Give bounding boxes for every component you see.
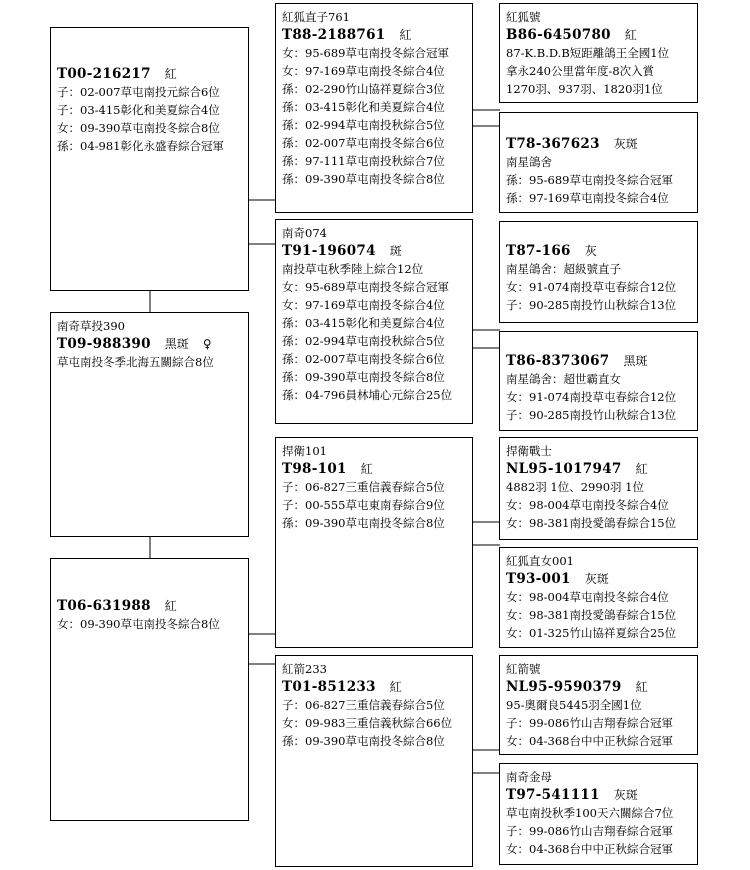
plumage-color: 黑斑 (164, 337, 189, 351)
plumage-color: 灰斑 (613, 137, 638, 151)
pigeon-card-ggp-7 (499, 655, 698, 755)
record-line: 女：09-390草屯南投冬綜合8位 (57, 121, 220, 135)
ring-number: T06-631988 (57, 598, 151, 614)
pigeon-card-subject (50, 312, 249, 537)
plumage-color: 灰斑 (613, 788, 638, 802)
record-line: 女：91-074南投草屯春綜合12位 (506, 390, 677, 404)
pigeon-card-dam (50, 558, 249, 821)
pigeon-card-ggp-1 (499, 3, 698, 103)
pigeon-name: 捍衛101 (282, 444, 327, 458)
record-line: 草屯南投秋季100天六關綜合7位 (506, 806, 674, 820)
ring-number: T97-541111 (506, 787, 600, 803)
record-line: 女：98-004草屯南投冬綜合4位 (506, 590, 669, 604)
plumage-color: 紅 (164, 67, 177, 81)
ring-number: T09-988390 (57, 336, 151, 352)
record-line: 女：98-381南投愛鴿春綜合15位 (506, 516, 677, 530)
record-line: 女：09-390草屯南投冬綜合8位 (57, 617, 220, 631)
ring-number: T00-216217 (57, 66, 151, 82)
plumage-color: 紅 (399, 28, 412, 42)
record-line: 女：97-169草屯南投冬綜合4位 (282, 64, 445, 78)
pigeon-card-ggp-3 (499, 221, 698, 323)
pigeon-card-dam-dam (275, 655, 473, 867)
plumage-color: 紅 (360, 462, 373, 476)
pigeon-card-ggp-5 (499, 437, 698, 540)
record-line: 孫：03-415彰化和美夏綜合4位 (282, 100, 445, 114)
record-line: 孫：09-390草屯南投冬綜合8位 (282, 516, 445, 530)
record-line: 草屯南投冬季北海五關綜合8位 (57, 355, 214, 369)
pigeon-card-sire (50, 27, 249, 291)
record-line: 87-K.B.D.B短距離鴿王全國1位 (506, 46, 670, 60)
record-line: 孫：03-415彰化和美夏綜合4位 (282, 316, 445, 330)
record-line: 子：06-827三重信義春綜合5位 (282, 698, 445, 712)
plumage-color: 黑斑 (623, 354, 648, 368)
ring-number: B86-6450780 (506, 27, 611, 43)
pigeon-name: 南奇草投390 (57, 319, 125, 333)
record-line: 孫：09-390草屯南投冬綜合8位 (282, 370, 445, 384)
record-line: 女：98-381南投愛鴿春綜合15位 (506, 608, 677, 622)
record-line: 子：90-285南投竹山秋綜合13位 (506, 408, 677, 422)
pigeon-card-ggp-2 (499, 112, 698, 213)
record-line: 子：99-086竹山吉翔春綜合冠軍 (506, 824, 673, 838)
pigeon-name: 捍衛戰士 (506, 444, 552, 458)
record-line: 子：03-415彰化和美夏綜合4位 (57, 103, 220, 117)
record-line: 孫：02-290竹山協祥夏綜合3位 (282, 82, 445, 96)
ring-number: T87-166 (506, 243, 571, 259)
record-line: 南投草屯秋季陸上綜合12位 (282, 262, 424, 276)
plumage-color: 紅 (624, 28, 637, 42)
ring-number: T01-851233 (282, 679, 376, 695)
pigeon-name: 南奇074 (282, 226, 327, 240)
pigeon-card-dam-sire (275, 437, 473, 648)
pigeon-name: 南奇金母 (506, 770, 552, 784)
record-line: 孫：97-111草屯南投秋綜合7位 (282, 154, 445, 168)
pigeon-name: 紅箭號 (506, 662, 541, 676)
record-line: 孫：09-390草屯南投冬綜合8位 (282, 172, 445, 186)
record-line: 孫：02-007草屯南投冬綜合6位 (282, 136, 445, 150)
record-line: 子：06-827三重信義春綜合5位 (282, 480, 445, 494)
plumage-color: 紅 (635, 462, 648, 476)
record-line: 女：95-689草屯南投冬綜合冠軍 (282, 46, 449, 60)
record-line: 女：95-689草屯南投冬綜合冠軍 (282, 280, 449, 294)
record-line: 孫：09-390草屯南投冬綜合8位 (282, 734, 445, 748)
ring-number: NL95-1017947 (506, 461, 622, 477)
plumage-color: 紅 (389, 680, 402, 694)
pigeon-name: 紅狐直子761 (282, 10, 350, 24)
ring-number: T88-2188761 (282, 27, 386, 43)
record-line: 女：91-074南投草屯春綜合12位 (506, 280, 677, 294)
record-line: 女：01-325竹山協祥夏綜合25位 (506, 626, 677, 640)
pigeon-card-sire-dam (275, 219, 473, 424)
record-line: 南星鴿舍：超世霸直女 (506, 372, 621, 386)
plumage-color: 灰斑 (584, 572, 609, 586)
record-line: 女：98-004草屯南投冬綜合4位 (506, 498, 669, 512)
record-line: 女：97-169草屯南投冬綜合4位 (282, 298, 445, 312)
record-line: 孫：95-689草屯南投冬綜合冠軍 (506, 173, 673, 187)
plumage-color: 紅 (635, 680, 648, 694)
record-line: 子：90-285南投竹山秋綜合13位 (506, 298, 677, 312)
record-line: 南星鴿舍 (506, 155, 552, 169)
ring-number: T98-101 (282, 461, 347, 477)
plumage-color: 紅 (164, 599, 177, 613)
pigeon-card-sire-sire (275, 3, 473, 213)
sex-symbol: ♀ (202, 337, 212, 351)
pigeon-name: 紅箭233 (282, 662, 327, 676)
record-line: 4882羽 1位、2990羽 1位 (506, 480, 644, 494)
record-line: 拿永240公里當年度-8次入賞 (506, 64, 655, 78)
ring-number: T78-367623 (506, 136, 600, 152)
record-line: 孫：04-796員林埔心元綜合25位 (282, 388, 453, 402)
record-line: 南星鴿舍：超級號直子 (506, 262, 621, 276)
record-line: 孫：97-169草屯南投冬綜合4位 (506, 191, 669, 205)
record-line: 孫：02-994草屯南投秋綜合5位 (282, 334, 445, 348)
record-line: 子：00-555草屯東南春綜合9位 (282, 498, 445, 512)
pigeon-card-ggp-8 (499, 763, 698, 865)
record-line: 子：99-086竹山吉翔春綜合冠軍 (506, 716, 673, 730)
ring-number: NL95-9590379 (506, 679, 622, 695)
ring-number: T91-196074 (282, 243, 376, 259)
record-line: 女：04-368台中中正秋綜合冠軍 (506, 842, 673, 856)
record-line: 子：02-007草屯南投元綜合6位 (57, 85, 220, 99)
record-line: 孫：02-007草屯南投冬綜合6位 (282, 352, 445, 366)
plumage-color: 灰 (584, 244, 597, 258)
record-line: 95-奧爾良5445羽全國1位 (506, 698, 642, 712)
record-line: 女：09-983三重信義秋綜合66位 (282, 716, 453, 730)
ring-number: T86-8373067 (506, 353, 610, 369)
pigeon-card-ggp-4 (499, 331, 698, 431)
record-line: 1270羽、937羽、1820羽1位 (506, 82, 663, 96)
record-line: 孫：02-994草屯南投秋綜合5位 (282, 118, 445, 132)
pigeon-name: 紅狐直女001 (506, 554, 574, 568)
plumage-color: 斑 (389, 244, 402, 258)
ring-number: T93-001 (506, 571, 571, 587)
pigeon-name: 紅狐號 (506, 10, 541, 24)
record-line: 孫：04-981彰化永盛春綜合冠軍 (57, 139, 224, 153)
record-line: 女：04-368台中中正秋綜合冠軍 (506, 734, 673, 748)
pigeon-card-ggp-6 (499, 547, 698, 648)
